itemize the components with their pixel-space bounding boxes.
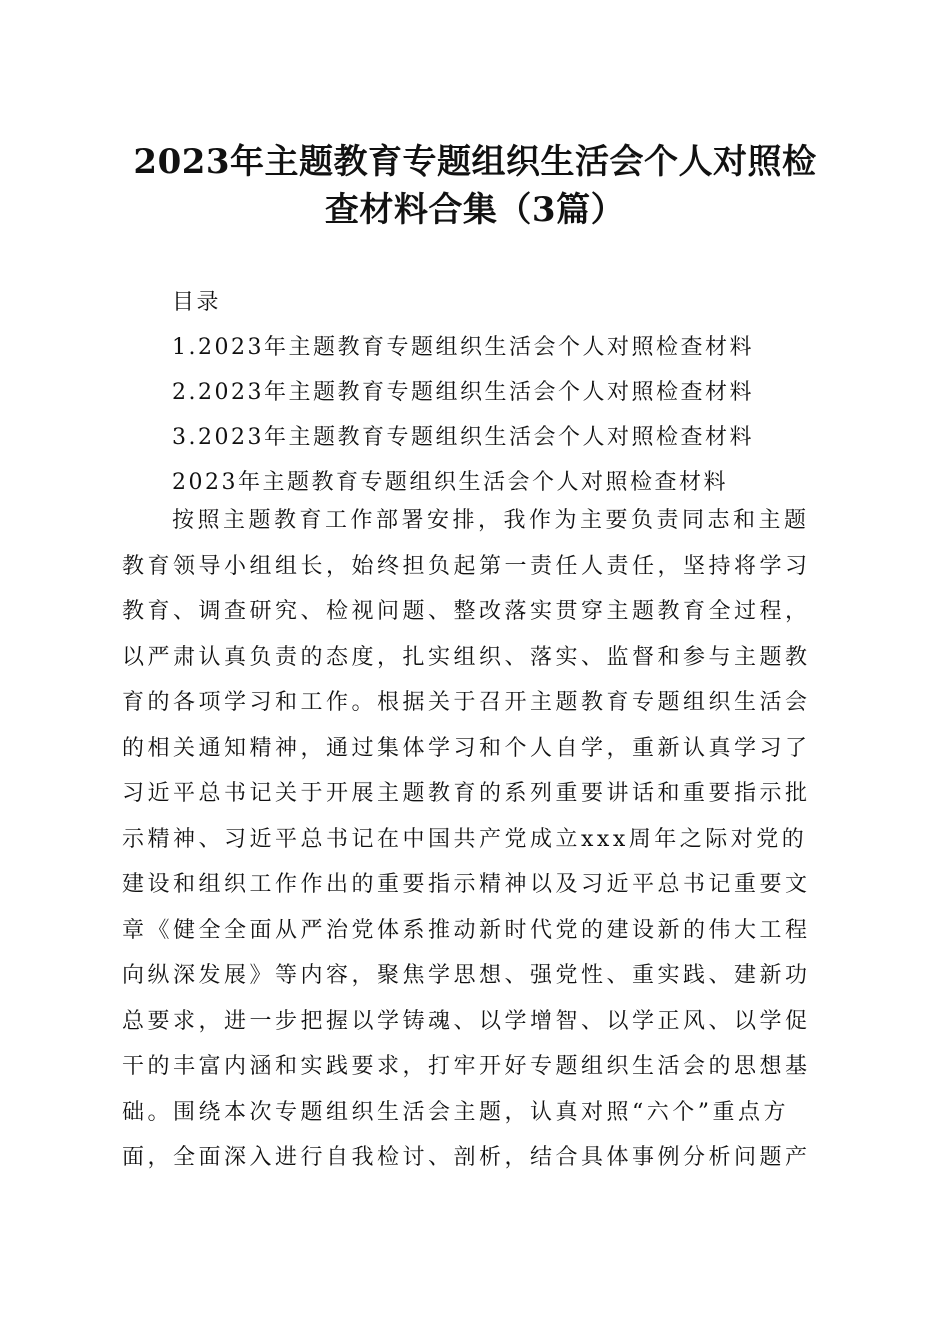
body-line: 建设和组织工作作出的重要指示精神以及习近平总书记重要文 — [122, 872, 811, 897]
body-line: 向纵深发展》等内容，聚焦学思想、强党性、重实践、建新功 — [122, 963, 811, 988]
body-line: 教育领导小组组长，始终担负起第一责任人责任，坚持将学习 — [122, 553, 811, 579]
body-line: 干的丰富内涵和实践要求，打牢开好专题组织生活会的思想基 — [122, 1054, 811, 1079]
body-line: 的相关通知精神，通过集体学习和个人自学，重新认真学习了 — [122, 735, 811, 761]
table-of-contents — [172, 280, 832, 505]
toc-item-1: 1.2023年主题教育专题组织生活会个人对照检查材料 — [172, 335, 754, 360]
body-line: 章《健全全面从严治党体系推动新时代党的建设新的伟大工程 — [122, 917, 811, 943]
toc-item-2: 2.2023年主题教育专题组织生活会个人对照检查材料 — [172, 380, 754, 405]
toc-heading: 目录 — [172, 290, 222, 315]
body-line: 以严肃认真负责的态度，扎实组织、落实、监督和参与主题教 — [122, 644, 811, 670]
body-line: 育的各项学习和工作。根据关于召开主题教育专题组织生活会 — [122, 690, 811, 715]
body-line: 础。围绕本次专题组织生活会主题，认真对照“六个”重点方 — [122, 1099, 789, 1125]
body-paragraph — [122, 498, 828, 1181]
body-line: 教育、调查研究、检视问题、整改落实贯穿主题教育全过程， — [122, 599, 811, 624]
document-title — [100, 138, 850, 234]
body-line: 习近平总书记关于开展主题教育的系列重要讲话和重要指示批 — [122, 781, 811, 806]
toc-item-3: 3.2023年主题教育专题组织生活会个人对照检查材料 — [172, 425, 754, 450]
body-line: 按照主题教育工作部署安排，我作为主要负责同志和主题 — [172, 508, 810, 533]
title-line-1: 2023年主题教育专题组织生活会个人对照检 — [133, 142, 817, 182]
title-line-2: 查材料合集（3篇） — [324, 190, 626, 230]
body-line: 面，全面深入进行自我检讨、剖析，结合具体事例分析问题产 — [122, 1145, 811, 1170]
body-line: 总要求，进一步把握以学铸魂、以学增智、以学正风、以学促 — [122, 1008, 811, 1034]
section-heading: 2023年主题教育专题组织生活会个人对照检查材料 — [172, 470, 728, 495]
body-line: 示精神、习近平总书记在中国共产党成立xxx周年之际对党的 — [122, 826, 808, 852]
